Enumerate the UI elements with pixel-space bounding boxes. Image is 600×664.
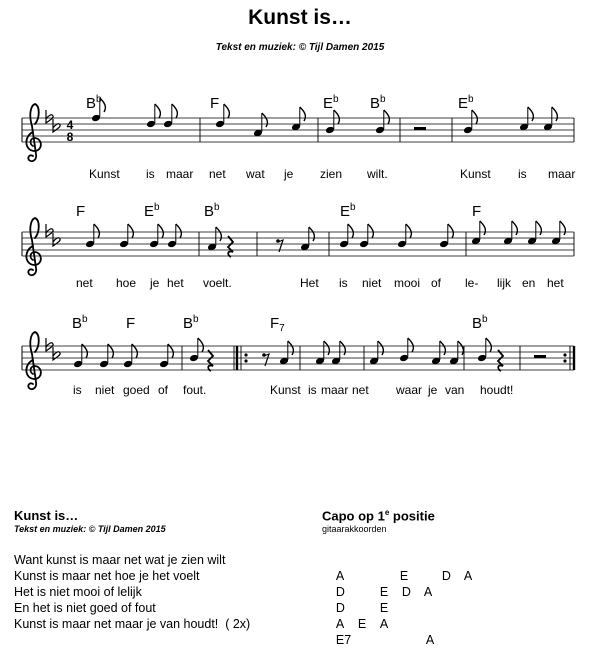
music-note xyxy=(159,344,173,368)
lyric-syllable: maar xyxy=(166,167,194,181)
flat-sign-icon xyxy=(46,110,53,123)
chord-symbol xyxy=(144,202,160,220)
quarter-rest xyxy=(498,350,503,371)
music-note xyxy=(527,221,541,245)
lyric-line: Het is niet mooi of lelijk xyxy=(14,585,142,599)
music-note xyxy=(449,341,463,365)
repeat-dot xyxy=(244,353,247,356)
music-note xyxy=(503,221,517,245)
music-note xyxy=(123,344,137,368)
note-flag xyxy=(158,224,164,238)
lyric-syllable: en xyxy=(522,276,536,290)
chord-modifier: b xyxy=(380,94,386,105)
lyric-syllable: zien xyxy=(320,167,343,181)
chord-modifier: b xyxy=(154,202,160,213)
note-flag xyxy=(536,221,542,235)
music-system xyxy=(22,202,574,290)
lyric-syllable: net xyxy=(209,167,226,181)
capo-heading xyxy=(322,508,435,523)
lyric-syllable: het xyxy=(167,276,184,290)
note-flag xyxy=(216,227,222,241)
lyric-syllable: goed xyxy=(123,383,150,397)
chord-symbol xyxy=(323,94,339,112)
chord-symbol xyxy=(370,94,386,112)
capo-text: Capo op 1 xyxy=(322,508,385,524)
lyric-syllable: het xyxy=(547,276,564,290)
music-note xyxy=(439,224,453,248)
quarter-rest xyxy=(228,236,233,257)
lyric-syllable: Het xyxy=(300,276,319,290)
music-note xyxy=(149,224,163,248)
lyric-syllable: Kunst xyxy=(270,383,301,397)
chord-symbol xyxy=(126,315,135,332)
music-note xyxy=(73,344,87,368)
note-flag xyxy=(552,107,558,121)
flat-sign-icon xyxy=(46,338,53,351)
music-note xyxy=(119,224,133,248)
chord-symbol xyxy=(204,202,220,220)
music-note xyxy=(375,110,389,134)
guitar-chord: E xyxy=(399,569,409,583)
chord-symbol xyxy=(472,314,488,332)
treble-clef-icon xyxy=(26,332,41,389)
note-flag xyxy=(262,113,268,127)
lyric-syllable: wilt. xyxy=(367,167,388,181)
note-flag xyxy=(560,221,566,235)
guitar-chord: D xyxy=(401,585,411,599)
chord-modifier: b xyxy=(214,202,220,213)
guitar-chord: E xyxy=(379,585,389,599)
guitar-chord: A xyxy=(463,569,473,583)
music-note xyxy=(339,224,353,248)
music-note xyxy=(99,344,113,368)
lyric-syllable: van xyxy=(445,383,465,397)
chord-symbol xyxy=(472,203,481,220)
guitar-chord: D xyxy=(335,601,345,615)
note-flag xyxy=(528,107,534,121)
chord-modifier: b xyxy=(482,314,488,325)
note-flag xyxy=(448,224,454,238)
lyric-syllable: mooi xyxy=(394,276,421,290)
lyric-syllable: voelt. xyxy=(203,276,232,290)
lyric-line: Want kunst is maar net wat je zien wilt xyxy=(14,553,226,567)
music-note xyxy=(477,338,491,362)
song-title: Kunst is… xyxy=(248,6,352,29)
music-note xyxy=(471,221,485,245)
lyric-syllable: niet xyxy=(362,276,382,290)
lyric-line: En het is niet goed of fout xyxy=(14,601,156,615)
note-flag xyxy=(458,341,464,355)
chord-root: B xyxy=(472,315,483,332)
note-flag xyxy=(486,338,492,352)
note-flag xyxy=(334,110,340,124)
flat-sign-icon xyxy=(46,224,53,237)
music-note xyxy=(315,341,329,365)
chord-root: E xyxy=(144,203,155,220)
treble-clef-icon xyxy=(26,104,41,161)
half-rest xyxy=(534,355,546,358)
song-credit: Tekst en muziek: © Tijl Damen 2015 xyxy=(215,42,385,53)
note-flag xyxy=(288,341,294,355)
chord-root: F xyxy=(76,203,86,220)
chord-modifier: b xyxy=(82,314,88,325)
note-flag xyxy=(408,338,414,352)
treble-clef-icon xyxy=(26,218,41,275)
half-rest xyxy=(414,127,426,130)
note-flag xyxy=(324,341,330,355)
lyric-syllable: je xyxy=(428,383,438,397)
capo-sup: e xyxy=(384,508,390,517)
music-note xyxy=(85,224,99,248)
chord-root: B xyxy=(72,315,83,332)
chord-modifier: b xyxy=(350,202,356,213)
chord-modifier: b xyxy=(96,94,102,105)
lyric-syllable: niet xyxy=(95,383,115,397)
chord-root: E xyxy=(340,203,351,220)
repeat-dot xyxy=(244,359,247,362)
note-flag xyxy=(128,224,134,238)
music-note xyxy=(189,338,203,362)
note-flag xyxy=(480,221,486,235)
guitar-chord: A xyxy=(423,585,433,599)
note-flag xyxy=(472,110,478,124)
chord-symbol xyxy=(183,314,199,332)
chord-root: B xyxy=(204,203,215,220)
chord-symbol xyxy=(458,94,474,112)
lyric-syllable: of xyxy=(431,276,442,290)
chord-root: E xyxy=(458,95,469,112)
note-flag xyxy=(340,341,346,355)
note-flag xyxy=(368,224,374,238)
lyric-syllable: is xyxy=(73,383,82,397)
lyric-lines xyxy=(14,552,250,632)
music-note xyxy=(369,341,383,365)
bottom-song-credit: Tekst en muziek: © Tijl Damen 2015 xyxy=(14,524,166,534)
note-flag xyxy=(348,224,354,238)
lyric-syllable: is xyxy=(308,383,317,397)
lyric-syllable: of xyxy=(158,383,169,397)
lyric-syllable: houdt! xyxy=(480,383,514,397)
chord-line xyxy=(322,552,473,583)
guitar-chord: D xyxy=(335,585,345,599)
note-flag xyxy=(378,341,384,355)
music-note xyxy=(543,107,557,131)
lyric-syllable: je xyxy=(150,276,160,290)
chord-root: B xyxy=(86,95,97,112)
note-flag xyxy=(384,110,390,124)
lyric-syllable: wat xyxy=(246,167,265,181)
note-flag xyxy=(512,221,518,235)
guitar-chord: A xyxy=(379,617,389,631)
lyric-syllable: is xyxy=(339,276,348,290)
chord-modifier: b xyxy=(193,314,199,325)
lyric-syllable: maar xyxy=(321,383,349,397)
lyric-syllable: le- xyxy=(465,276,479,290)
music-note xyxy=(207,227,221,251)
lyric-syllable: hoe xyxy=(116,276,137,290)
note-flag xyxy=(440,341,446,355)
music-note xyxy=(463,110,477,134)
repeat-dot xyxy=(563,359,566,362)
music-note xyxy=(331,341,345,365)
quarter-rest xyxy=(208,350,213,371)
music-note xyxy=(325,110,339,134)
music-note xyxy=(431,341,445,365)
guitar-chord: E xyxy=(379,601,389,615)
chord-root: B xyxy=(183,315,194,332)
repeat-dot xyxy=(563,353,566,356)
music-note xyxy=(519,107,533,131)
music-system xyxy=(22,94,575,181)
music-note xyxy=(146,104,160,128)
note-flag xyxy=(300,107,306,121)
lyric-syllable: is xyxy=(146,167,155,181)
time-signature-top: 4 xyxy=(66,118,74,132)
lyric-syllable: lijk xyxy=(497,276,511,290)
lyric-syllable: maar xyxy=(548,167,576,181)
note-flag xyxy=(406,224,412,238)
guitar-chord-lines xyxy=(322,552,473,647)
lyric-syllable: fout. xyxy=(183,383,207,397)
chord-symbol xyxy=(210,95,219,112)
music-system xyxy=(22,314,574,397)
chord-modifier: 7 xyxy=(279,323,285,334)
chord-symbol xyxy=(340,202,356,220)
guitar-chord: A xyxy=(335,617,345,631)
note-flag xyxy=(176,224,182,238)
guitar-chord: E7 xyxy=(335,633,352,647)
music-note xyxy=(399,338,413,362)
note-flag xyxy=(224,104,230,118)
chord-root: F xyxy=(472,203,482,220)
chord-root: F xyxy=(210,95,220,112)
guitar-chord: E xyxy=(357,617,367,631)
lyric-syllable: net xyxy=(76,276,93,290)
lyric-syllable: waar xyxy=(396,383,423,397)
music-note xyxy=(551,221,565,245)
chord-root: F xyxy=(126,315,136,332)
music-note xyxy=(163,104,177,128)
bottom-song-title: Kunst is… xyxy=(14,508,79,523)
lyric-syllable: is xyxy=(518,167,527,181)
lyric-syllable: Kunst xyxy=(460,167,491,181)
chord-symbol xyxy=(72,314,88,332)
lyric-syllable: je xyxy=(284,167,294,181)
lyric-line: Kunst is maar net maar je van houdt! ( 2x) xyxy=(14,617,251,631)
music-note xyxy=(279,341,293,365)
chord-root: B xyxy=(370,95,381,112)
note-flag xyxy=(94,224,100,238)
guitar-chord: A xyxy=(335,569,345,583)
capo-subtitle: gitaarakkoorden xyxy=(322,524,387,534)
time-signature-bottom: 8 xyxy=(66,130,74,144)
music-note xyxy=(300,227,314,251)
music-note xyxy=(167,224,181,248)
note-flag xyxy=(198,338,204,352)
music-note xyxy=(359,224,373,248)
chord-root: F xyxy=(270,315,280,332)
guitar-chord: D xyxy=(441,569,451,583)
capo-rest: positie xyxy=(389,508,435,524)
lyric-syllable: net xyxy=(352,383,369,397)
music-note xyxy=(253,113,267,137)
chord-symbol xyxy=(76,203,85,220)
lyric-line: Kunst is maar net hoe je het voelt xyxy=(14,569,200,583)
chord-root: E xyxy=(323,95,334,112)
lyric-syllable: Kunst xyxy=(89,167,120,181)
note-flag xyxy=(172,104,178,118)
note-flag xyxy=(309,227,315,241)
note-flag xyxy=(155,104,161,118)
music-note xyxy=(291,107,305,131)
guitar-chord: A xyxy=(425,633,435,647)
chord-modifier: b xyxy=(468,94,474,105)
chord-modifier: b xyxy=(333,94,339,105)
chord-symbol xyxy=(270,315,285,334)
music-note xyxy=(397,224,411,248)
